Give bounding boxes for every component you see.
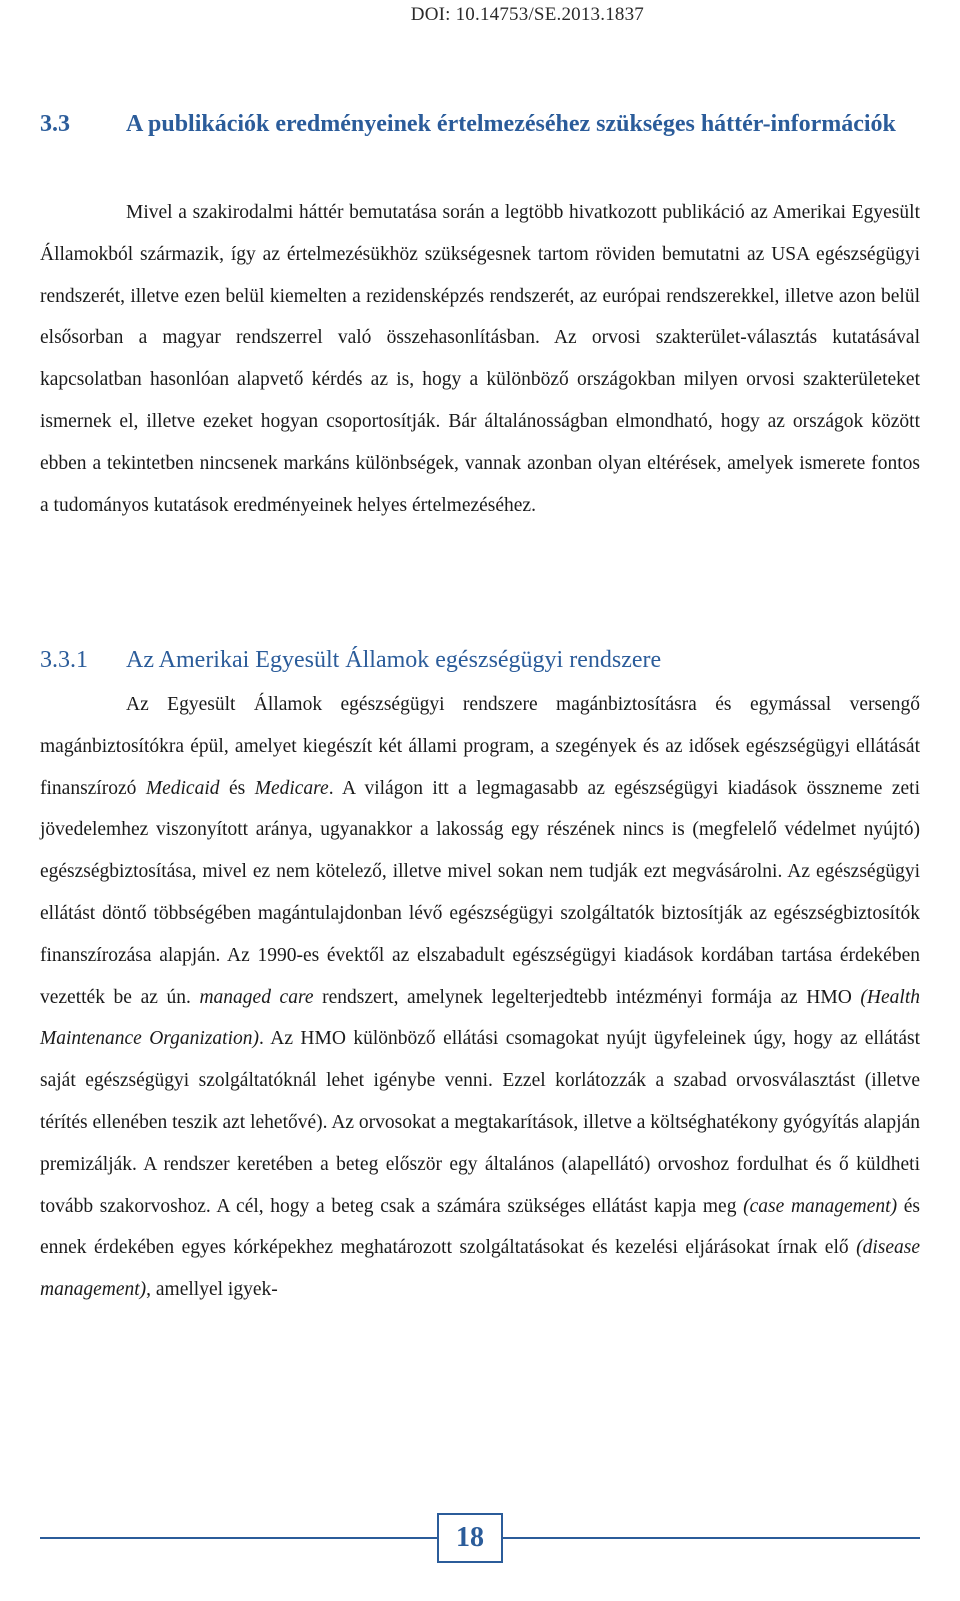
text-run: , amellyel igyek- bbox=[146, 1279, 278, 1301]
doi-header: DOI: 10.14753/SE.2013.1837 bbox=[410, 4, 644, 25]
section-intro-paragraph bbox=[40, 192, 920, 526]
text-run: és ennek érdekében egyes kórképekhez meghatározott szolgáltatásokat és kezelési eljárásokat írnak elő bbox=[40, 1195, 920, 1259]
section-number: 3.3 bbox=[40, 111, 70, 137]
subsection-number: 3.3.1 bbox=[40, 647, 88, 673]
intro-text: Mivel a szakirodalmi háttér bemutatása során a legtöbb hivatkozott publikáció az Amerikai Egyesült Államokból származik, így az értelmezésükhöz szükségesnek tartom röviden bemutatni az USA egészségügyi rendszerét, illetve ezen belül kiemelten a rezidensképzés rendszerét, az európai rendszerekkel, illetve azon belül elsősorban a magyar rendszerrel való összehasonlításban. Az orvosi szakterület-választás kutatásával kapcsolatban hasonlóan alapvető kérdés az is, hogy a különböző országokban milyen orvosi szakterületeket ismernek el, illetve ezeket hogyan csoportosítják. Bár általánosságban elmondható, hogy az országok között ebben a tekintetben nincsenek markáns különbségek, vannak azonban olyan eltérések, amelyek ismerete fontos a tudományos kutatások eredményeinek helyes értelmezéséhez. bbox=[40, 202, 920, 516]
subsection-title: Az Amerikai Egyesült Államok egészségügyi rendszere bbox=[126, 647, 662, 673]
footer-rule-right bbox=[503, 1537, 920, 1539]
disease-management-term: (disease management) bbox=[40, 1237, 920, 1301]
managed-care-term: managed care bbox=[199, 986, 314, 1008]
section-title: A publikációk eredményeinek értelmezéséhez szükséges háttér-információk bbox=[126, 111, 896, 137]
text-run: rendszert, amelynek legelterjedtebb intézményi formája az HMO bbox=[313, 986, 861, 1008]
medicare-term: Medicare bbox=[254, 777, 329, 799]
hmo-term: (Health Maintenance Organization) bbox=[40, 986, 920, 1050]
text-run: . A világon itt a legmagasabb az egészségügyi kiadások összneme zeti jövedelemhez viszonyított aránya, ugyanakkor a lakosság egy részének nincs is (megfelelő védelmet nyújtó) egészségbiztosítása, mivel ez nem kötelező, illetve mivel sokan nem tudják ezt megvásárolni. Az egészségügyi ellátást döntő többségében magántulajdonban lévő egészségügyi szolgáltatók biztosítják az egészségbiztosítók finanszírozása alapján. Az 1990-es évektől az elszabadult egészségügyi kiadások kordában tartása érdekében vezették be az ún. bbox=[40, 777, 920, 1008]
page-number: 18 bbox=[437, 1513, 503, 1563]
body-text bbox=[40, 684, 920, 1311]
text-run: Az Egyesült Államok egészségügyi rendszere magánbiztosításra és egymással versengő magánbiztosítókra épül, amelyet kiegészít két állami program, a szegények és az idősek egészségügyi ellátását finanszírozó bbox=[40, 694, 920, 799]
text-run: és bbox=[219, 777, 255, 799]
subsection-paragraph bbox=[40, 684, 920, 1311]
footer-rule-left bbox=[40, 1537, 437, 1539]
medicaid-term: Medicaid bbox=[145, 777, 220, 799]
case-management-term: (case management) bbox=[743, 1195, 898, 1217]
section-heading bbox=[40, 100, 920, 149]
text-run: . Az HMO különböző ellátási csomagokat nyújt ügyfeleinek úgy, hogy az ellátást saját egészségügyi szolgáltatóknál lehet igénybe venni. Ezzel korlátozzák a szabad orvosválasztást (illetve térítés ellenében teszik azt lehetővé). Az orvosokat a megtakarítások, illetve a költséghatékony gyógyítás alapján premizálják. A rendszer keretében a beteg először egy általános (alapellátó) orvoshoz fordulhat és ő küldheti tovább szakorvoshoz. A cél, hogy a beteg csak a számára szükséges ellátást kapja meg bbox=[40, 1028, 921, 1217]
subsection-heading bbox=[40, 638, 920, 682]
